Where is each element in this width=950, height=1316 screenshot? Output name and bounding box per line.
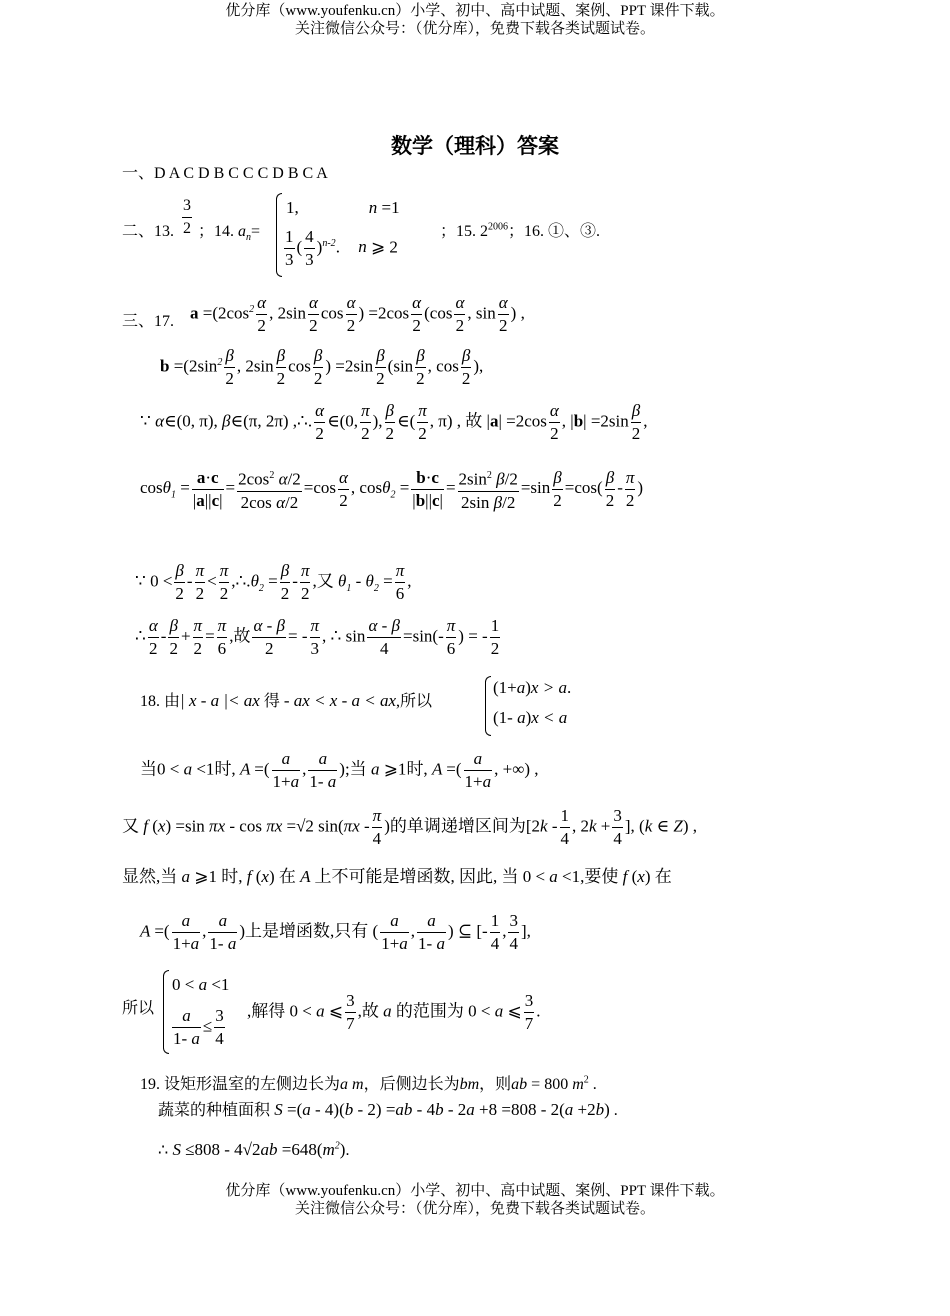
- q13-fraction: $\frac{3}{2}$: [183, 197, 191, 237]
- footer-line-2: 关注微信公众号：（优分库），免费下载各类试题试卷。: [294, 1201, 655, 1217]
- q18-case-1: (1+a)x > a.: [493, 678, 572, 697]
- q18-function: 又 f (x) =sin πx - cos πx =√2 sin(πx - $\frac{\pi}{4}$ )的单调递增区间为[2k - $\frac{1}{4}$ , 2k + $\frac{3}{4}$ ], (k ∈ Z) ,: [122, 806, 697, 848]
- q14-case-2: $\frac{1}{3}$ ( $\frac{4}{3}$ )$^{n-2}$. n ⩾ 2: [285, 227, 398, 269]
- dang-text: 当: [140, 759, 157, 779]
- dang2-text: ;当: [344, 759, 367, 779]
- you-text: 又: [316, 571, 334, 591]
- q17-result: ∴ $\frac{\alpha}{2}$ - $\frac{\beta}{2}$ + $\frac{\pi}{2}$ = $\frac{\pi}{6}$ ,故 $\frac{\alpha - \beta}{2}$ = - $\frac{\pi}{3}$ , ∴ sin $\frac{\alpha - \beta}{4}$ =sin(- $\frac{\pi}{6}$ ) = - $\frac{1}{2}$: [135, 616, 500, 658]
- range-text: 的范围为: [395, 1001, 464, 1021]
- gu-text: ,故: [357, 1001, 379, 1021]
- q14-label: ；14. $a_n=$: [198, 223, 261, 244]
- incfunc-text: 上是增函数,只有: [245, 921, 369, 941]
- q15-text: ；15. 2: [440, 223, 489, 240]
- q19-text-a: 19. 设矩形温室的左侧边长为: [140, 1076, 341, 1093]
- zai2-text: 在: [654, 867, 672, 886]
- q19-text-e: ∴: [158, 1142, 169, 1159]
- q17-vector-a: $a =(2\cos^2$ $\frac{\alpha}{2}$ , 2sin $\frac{\alpha}{2}$ cos $\frac{\alpha}{2}$ ) =2cos $\frac{\alpha}{2}$ (cos $\frac{\alpha}{2}$ , sin $\frac{\alpha}{2}$ ) ,: [190, 293, 525, 335]
- q17-vector-b: $b =(2\sin^2$ $\frac{\beta}{2}$ , 2sin $\frac{\beta}{2}$ cos $\frac{\beta}{2}$ ) =2sin $\frac{\beta}{2}$ (sin $\frac{\beta}{2}$ , cos $\frac{\beta}{2}$ ),: [160, 346, 484, 388]
- footer-line-1: 优分库（www.youfenku.cn）小学、初中、高中试题、案例、PPT 课件下载。: [225, 1183, 725, 1199]
- shi-text: 时,: [214, 759, 236, 779]
- q19-line3: ∴ $S \le 808 - 4√2ab =648(m^2)$.: [158, 1140, 350, 1159]
- q18-system-1: 0 < a <1: [172, 975, 230, 994]
- you2-text: 又: [122, 816, 139, 836]
- section-3-label: 三、17.: [122, 313, 175, 330]
- q17-theta-diff: ∵ 0 < $\frac{\beta}{2}$ - $\frac{\pi}{2}$ < $\frac{\pi}{2}$ $,\therefore.\theta_2$ = $\frac{\beta}{2}$ - $\frac{\pi}{2}$ ,又 $\theta_1 - \theta_2$ = $\frac{\pi}{6}$ ,: [135, 561, 412, 603]
- notinc-text: 上不可能是增函数, 因此, 当: [314, 867, 519, 886]
- q18-system-brace: [163, 970, 169, 1054]
- q19-line1: 19. 设矩形温室的左侧边长为a m，后侧边长为bm，则ab = 800 $m^2$ .: [140, 1074, 597, 1093]
- section-2-label: 二、13.: [122, 223, 175, 240]
- q19-line2: 蔬菜的种植面积 S =(a - 4)(b - 2) =ab - 4b - 2a +8 =808 - 2(a +2b) .: [158, 1100, 618, 1119]
- section-1: [122, 160, 328, 183]
- header-line-1: 优分库（www.youfenku.cn）小学、初中、高中试题、案例、PPT 课件下载。: [225, 3, 725, 19]
- q17-range: ∵ α∈(0, π), β∈(π, 2π) ,∴. $\frac{\alpha}{2}$ ∈(0, $\frac{\pi}{2}$ ), $\frac{\beta}{2}$ ∈( $\frac{\pi}{2}$ , π) , 故 |a| =2cos $\frac{\alpha}{2}$ , |b| =2sin $\frac{\beta}{2}$ ,: [140, 401, 648, 443]
- q18-label: 18. 由: [140, 693, 181, 710]
- page-title: 数学（理科）答案: [391, 134, 559, 158]
- q16-text: ；16. ①、③.: [508, 223, 601, 240]
- q18-sets: 当0 < a <1时, A =( $\frac{a}{1+a}$ , $\frac{a}{1- a}$ );当 a ⩾1时, A =( $\frac{a}{1+a}$ , +∞) ,: [140, 749, 539, 791]
- q18-suoyi2: 所以: [122, 1000, 155, 1017]
- q18-brace: [485, 676, 491, 736]
- yaoshi-text: ,要使: [580, 867, 619, 886]
- section-1-label: 一、: [122, 165, 155, 182]
- q15-16: [440, 218, 600, 241]
- shi2-text: 时,: [406, 759, 428, 779]
- section-1-answers: D A C D B C C C D B C A: [154, 165, 328, 182]
- xianran-text: 显然,当: [122, 867, 178, 886]
- so-text: 故: [465, 411, 483, 431]
- q18-solution: ,解得 0 < a ⩽ $\frac{3}{7}$ ,故 a 的范围为 0 < a ⩽ $\frac{3}{7}$ .: [247, 991, 541, 1033]
- q18-case-2: (1- a)x < a: [493, 708, 568, 727]
- q18-line1: 18. 由| x - a |< ax 得 - ax < x - a < ax,所以: [140, 691, 433, 710]
- q19-text-b: ，后侧边长为: [363, 1076, 460, 1093]
- header-line-2: 关注微信公众号：（优分库），免费下载各类试题试卷。: [294, 21, 655, 37]
- de-text: 得: [263, 693, 280, 710]
- q19-text-d: 蔬菜的种植面积: [158, 1102, 271, 1119]
- q19-text-c: ，则: [479, 1076, 512, 1093]
- interval-text: 的单调递增区间为: [389, 816, 526, 836]
- q15-exponent: 2006: [488, 221, 509, 233]
- q17-cos-theta: cosθ$_1$ = $\frac{a\cdot c}{|a||c|}$ = $\frac{2\cos^2 \alpha/2}{\text{2cos α/2}}$ =cos $\frac{\alpha}{2}$ , cosθ$_2$ = $\frac{b\cdot c}{|b||c|}$ = $\frac{2\sin^2 \beta/2}{\text{2sin β/2}}$ =sin $\frac{\beta}{2}$ =cos( $\frac{\beta}{2}$ - $\frac{\pi}{2}$ ): [140, 465, 643, 514]
- q14-case-1: 1, n =1: [286, 198, 400, 217]
- zai-text: 在: [278, 867, 296, 886]
- q18-subset: A =( $\frac{a}{1+a}$ , $\frac{a}{1- a}$ )上是增函数,只有 ( $\frac{a}{1+a}$ , $\frac{a}{1- a}$ ) ⊆ [- $\frac{1}{4}$ , $\frac{3}{4}$ ],: [140, 911, 531, 953]
- q14-text: ；14.: [198, 223, 235, 240]
- q18-system-2: $\frac{a}{1- a}$ ≤ $\frac{3}{4}$: [173, 1006, 224, 1048]
- q18-analysis: 显然,当 a ⩾1 时, f (x) 在 A 上不可能是增函数, 因此, 当 0 < a <1,要使 f (x) 在: [122, 867, 672, 886]
- jiede-text: ,解得: [247, 1001, 286, 1021]
- suoyi-text: 所以: [400, 693, 433, 710]
